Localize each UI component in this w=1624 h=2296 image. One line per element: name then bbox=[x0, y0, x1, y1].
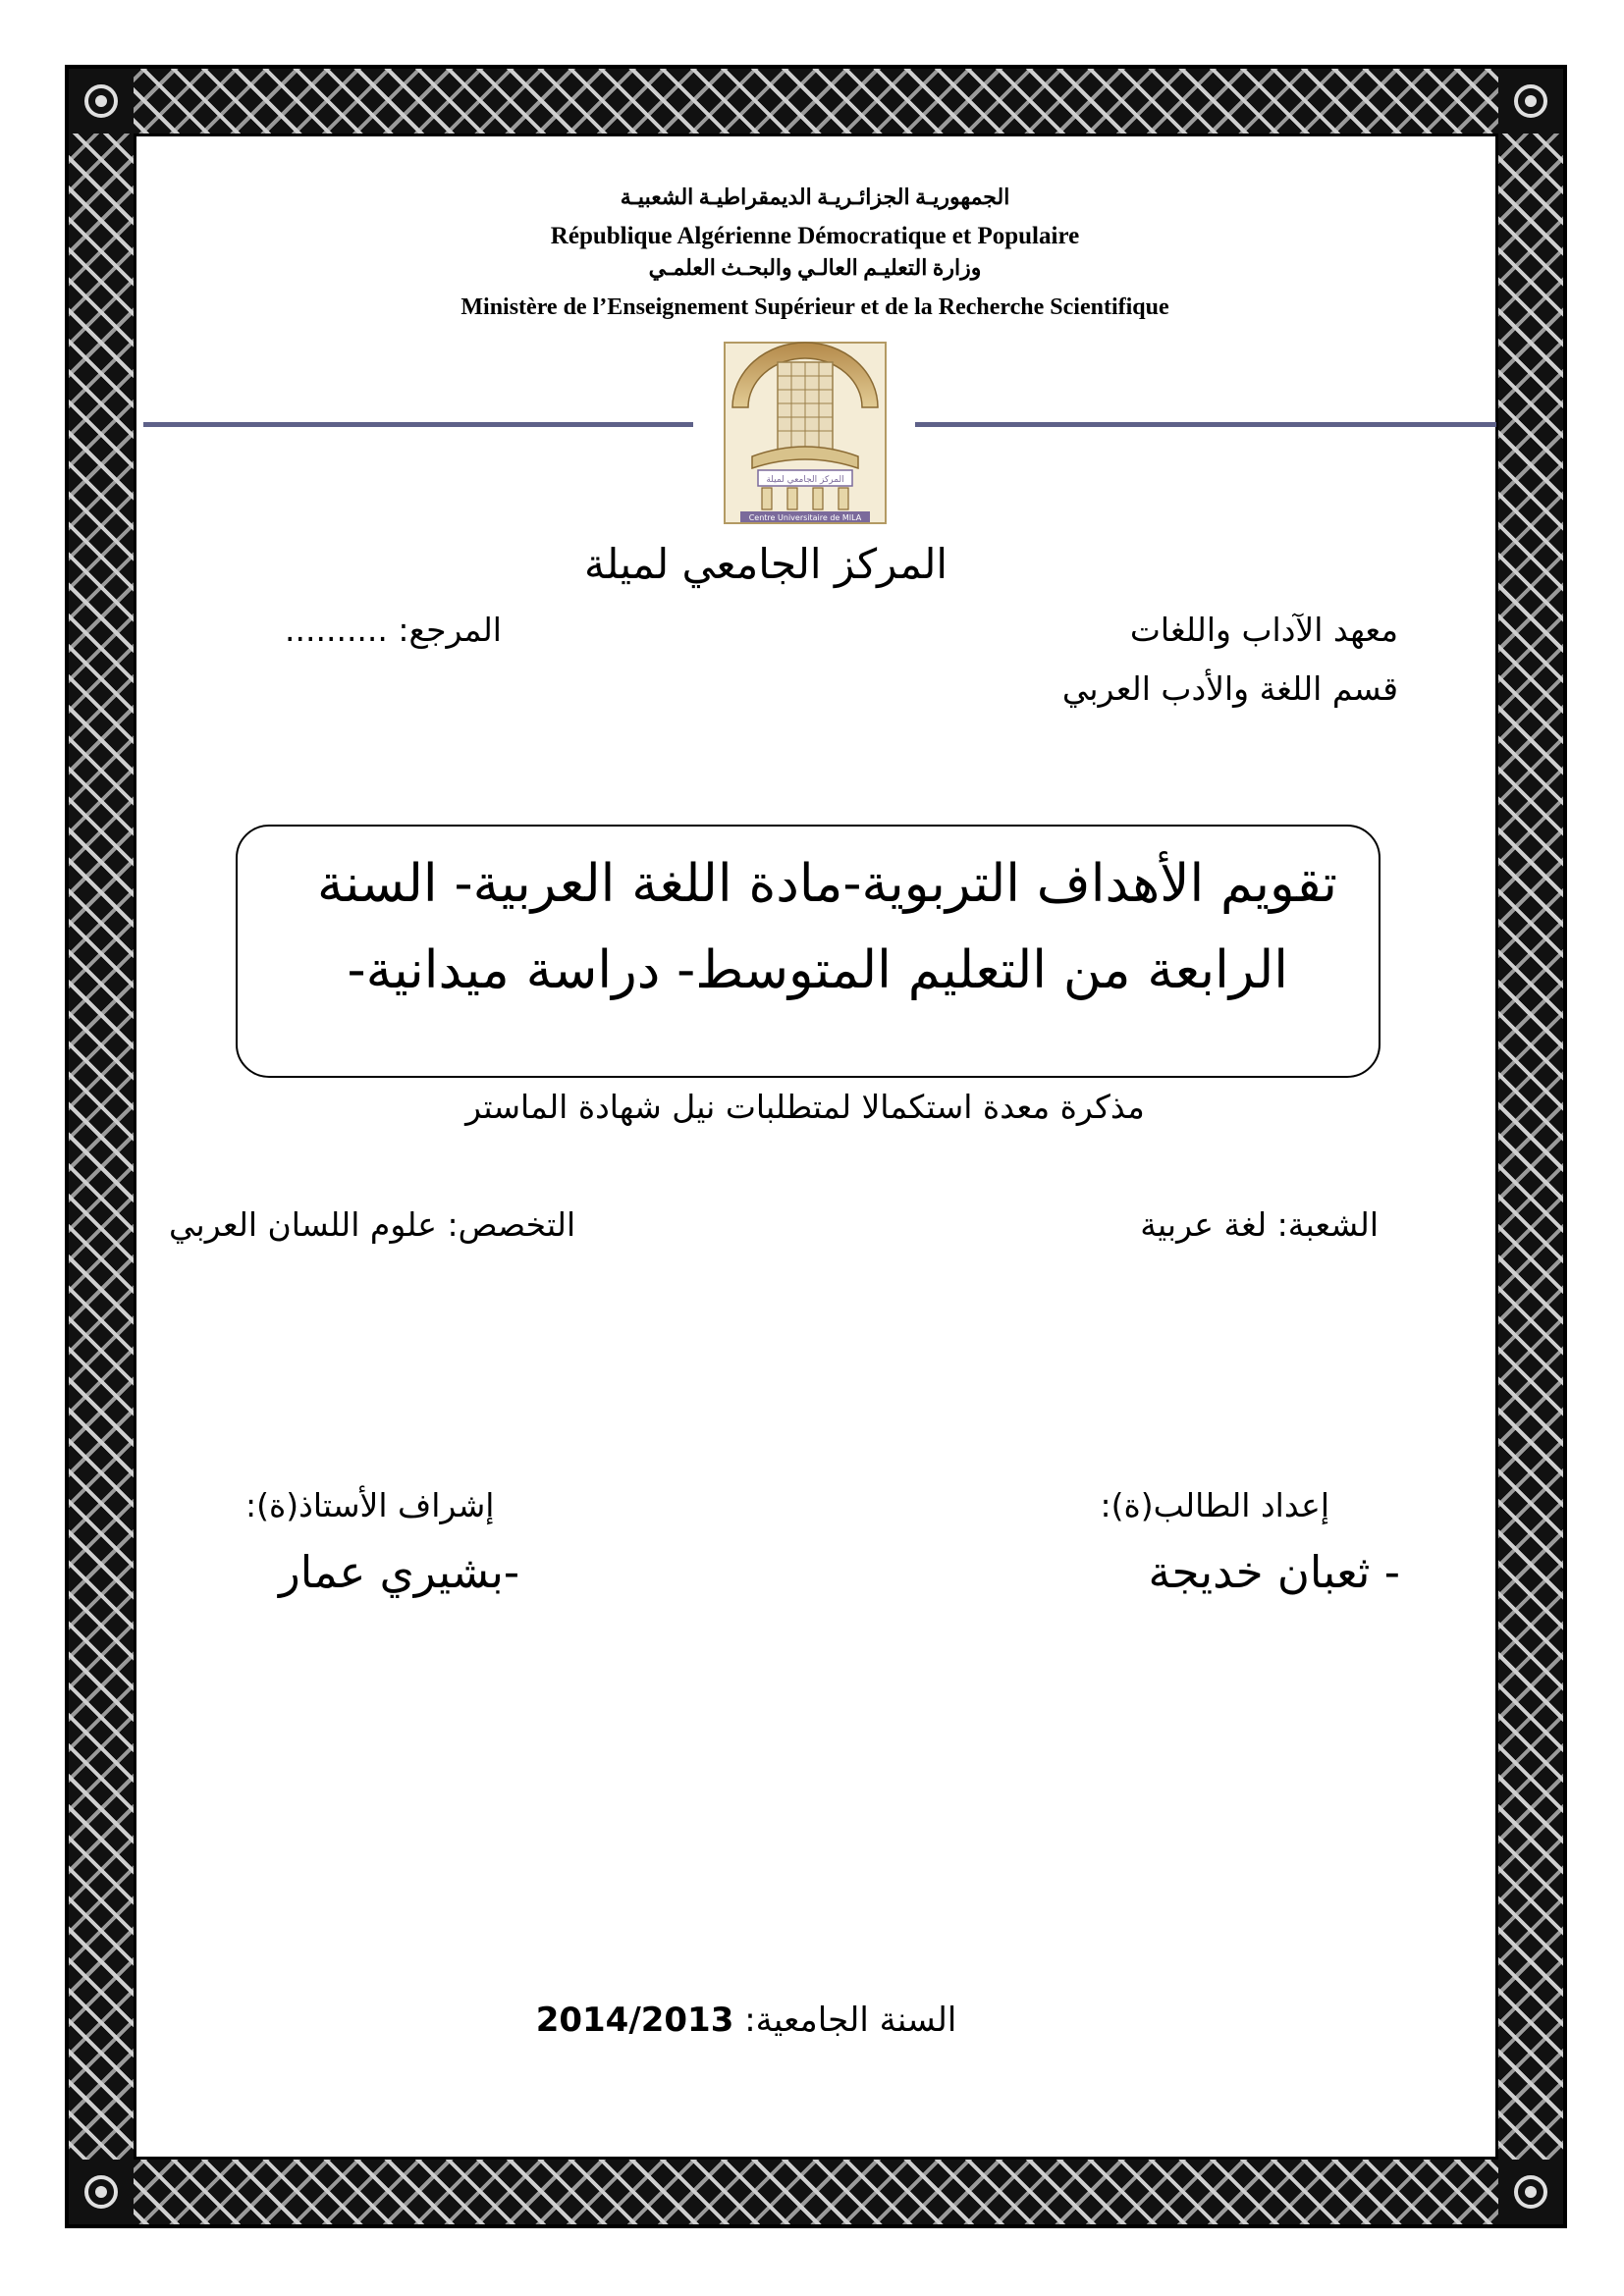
center-name: المركز الجامعي لميلة bbox=[583, 540, 948, 588]
memo-description: مذكرة معدة استكمالا لمتطلبات نيل شهادة الماستر bbox=[465, 1088, 1145, 1126]
corner-ornament-icon bbox=[69, 2160, 134, 2224]
student-label: إعداد الطالب(ة): bbox=[1100, 1486, 1329, 1524]
supervisor-label: إشراف الأستاذ(ة): bbox=[245, 1486, 495, 1524]
thesis-title-line-1: تقويم الأهداف التربوية-مادة اللغة العربية- السنة bbox=[317, 854, 1337, 914]
university-logo bbox=[719, 339, 892, 527]
border-band-right bbox=[1498, 133, 1563, 2160]
republic-french: République Algérienne Démocratique et Populaire bbox=[550, 223, 1080, 249]
student-name: - ثعبان خديجة bbox=[1148, 1546, 1400, 1598]
reference-field: المرجع: .......... bbox=[285, 611, 502, 649]
header-divider-left bbox=[143, 422, 693, 427]
border-band-left bbox=[69, 133, 134, 2160]
border-band-bottom bbox=[69, 2160, 1563, 2224]
supervisor-name: -بشيري عمار bbox=[279, 1546, 520, 1598]
branch-field: الشعبة: لغة عربية bbox=[1140, 1205, 1379, 1244]
ministry-french: Ministère de l’Enseignement Supérieur et de la Recherche Scientifique bbox=[460, 294, 1169, 320]
institute-name: معهد الآداب واللغات bbox=[1129, 611, 1398, 649]
corner-ornament-icon bbox=[1498, 69, 1563, 133]
academic-year-label: السنة الجامعية: bbox=[744, 2001, 957, 2040]
logo-emblem-text: المركز الجامعي لميلة bbox=[766, 475, 844, 485]
header-divider-right bbox=[915, 422, 1496, 427]
department-name: قسم اللغة والأدب العربي bbox=[1061, 669, 1398, 708]
border-band-top bbox=[69, 69, 1563, 133]
republic-arabic: الجمهوريـة الجزائـريـة الديمقراطيـة الشعبيـة bbox=[620, 185, 1010, 209]
thesis-title-line-2: الرابعة من التعليم المتوسط- دراسة ميدانية- bbox=[347, 940, 1288, 1000]
specialty-field: التخصص: علوم اللسان العربي bbox=[169, 1205, 576, 1244]
logo-caption: Centre Universitaire de MILA bbox=[748, 513, 862, 522]
corner-ornament-icon bbox=[69, 69, 134, 133]
corner-ornament-icon bbox=[1498, 2160, 1563, 2224]
academic-year bbox=[471, 2001, 1021, 2040]
academic-year-value: 2014/2013 bbox=[535, 2001, 734, 2040]
ministry-arabic: وزارة التعليـم العالـي والبحـث العلمـي bbox=[648, 255, 982, 280]
